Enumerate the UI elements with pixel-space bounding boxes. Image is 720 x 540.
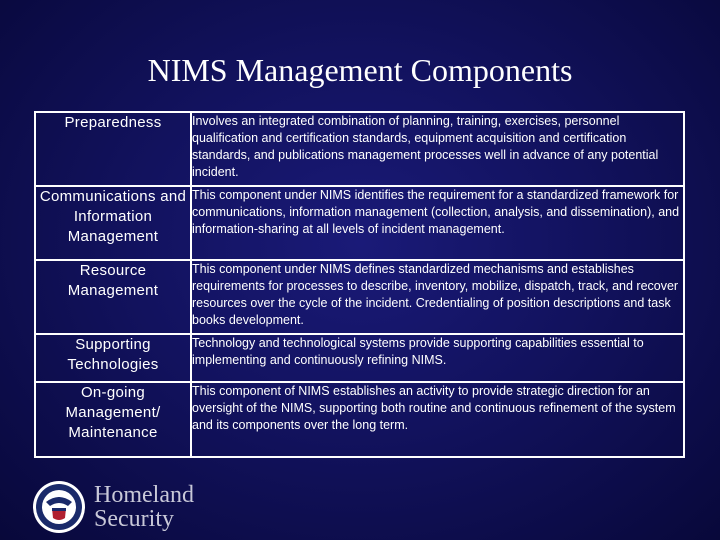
component-description: This component under NIMS defines standardized mechanisms and establishes requirements for processes to describe, inventory, mobilize, dispatch, track, and recover resources over the cycle of the incident. Credentialing of position descriptions and task books development. xyxy=(191,260,684,334)
table-row xyxy=(35,186,684,260)
page-title: NIMS Management Components xyxy=(147,52,573,88)
component-name: Communications and Information Management xyxy=(35,186,191,260)
components-table xyxy=(34,111,685,458)
table-row xyxy=(35,334,684,382)
logo-line-homeland: Homeland xyxy=(94,482,194,508)
component-name: On-going Management/ Maintenance xyxy=(35,382,191,457)
component-description: This component of NIMS establishes an activity to provide strategic direction for an oversight of the NIMS, supporting both routine and continuous refinement of the system and its components over the long term. xyxy=(191,382,684,457)
logo-wordmark xyxy=(94,483,194,531)
component-description: Technology and technological systems provide supporting capabilities essential to implementing and continuously refining NIMS. xyxy=(191,334,684,382)
table-row xyxy=(35,112,684,186)
component-description: This component under NIMS identifies the requirement for a standardized framework for communications, information management (collection, analysis, and dissemination), and information-sharing at all levels of incident management. xyxy=(191,186,684,260)
component-name: Preparedness xyxy=(35,112,191,186)
component-description: Involves an integrated combination of planning, training, exercises, personnel qualification and certification standards, equipment acquisition and certification standards, and publications management processes well in advance of any potential incident. xyxy=(191,112,684,186)
dhs-seal-icon xyxy=(32,480,86,534)
table-row xyxy=(35,382,684,457)
component-name: Supporting Technologies xyxy=(35,334,191,382)
table-row xyxy=(35,260,684,334)
component-name: Resource Management xyxy=(35,260,191,334)
homeland-security-logo xyxy=(32,480,222,536)
logo-line-security: Security xyxy=(94,506,174,532)
